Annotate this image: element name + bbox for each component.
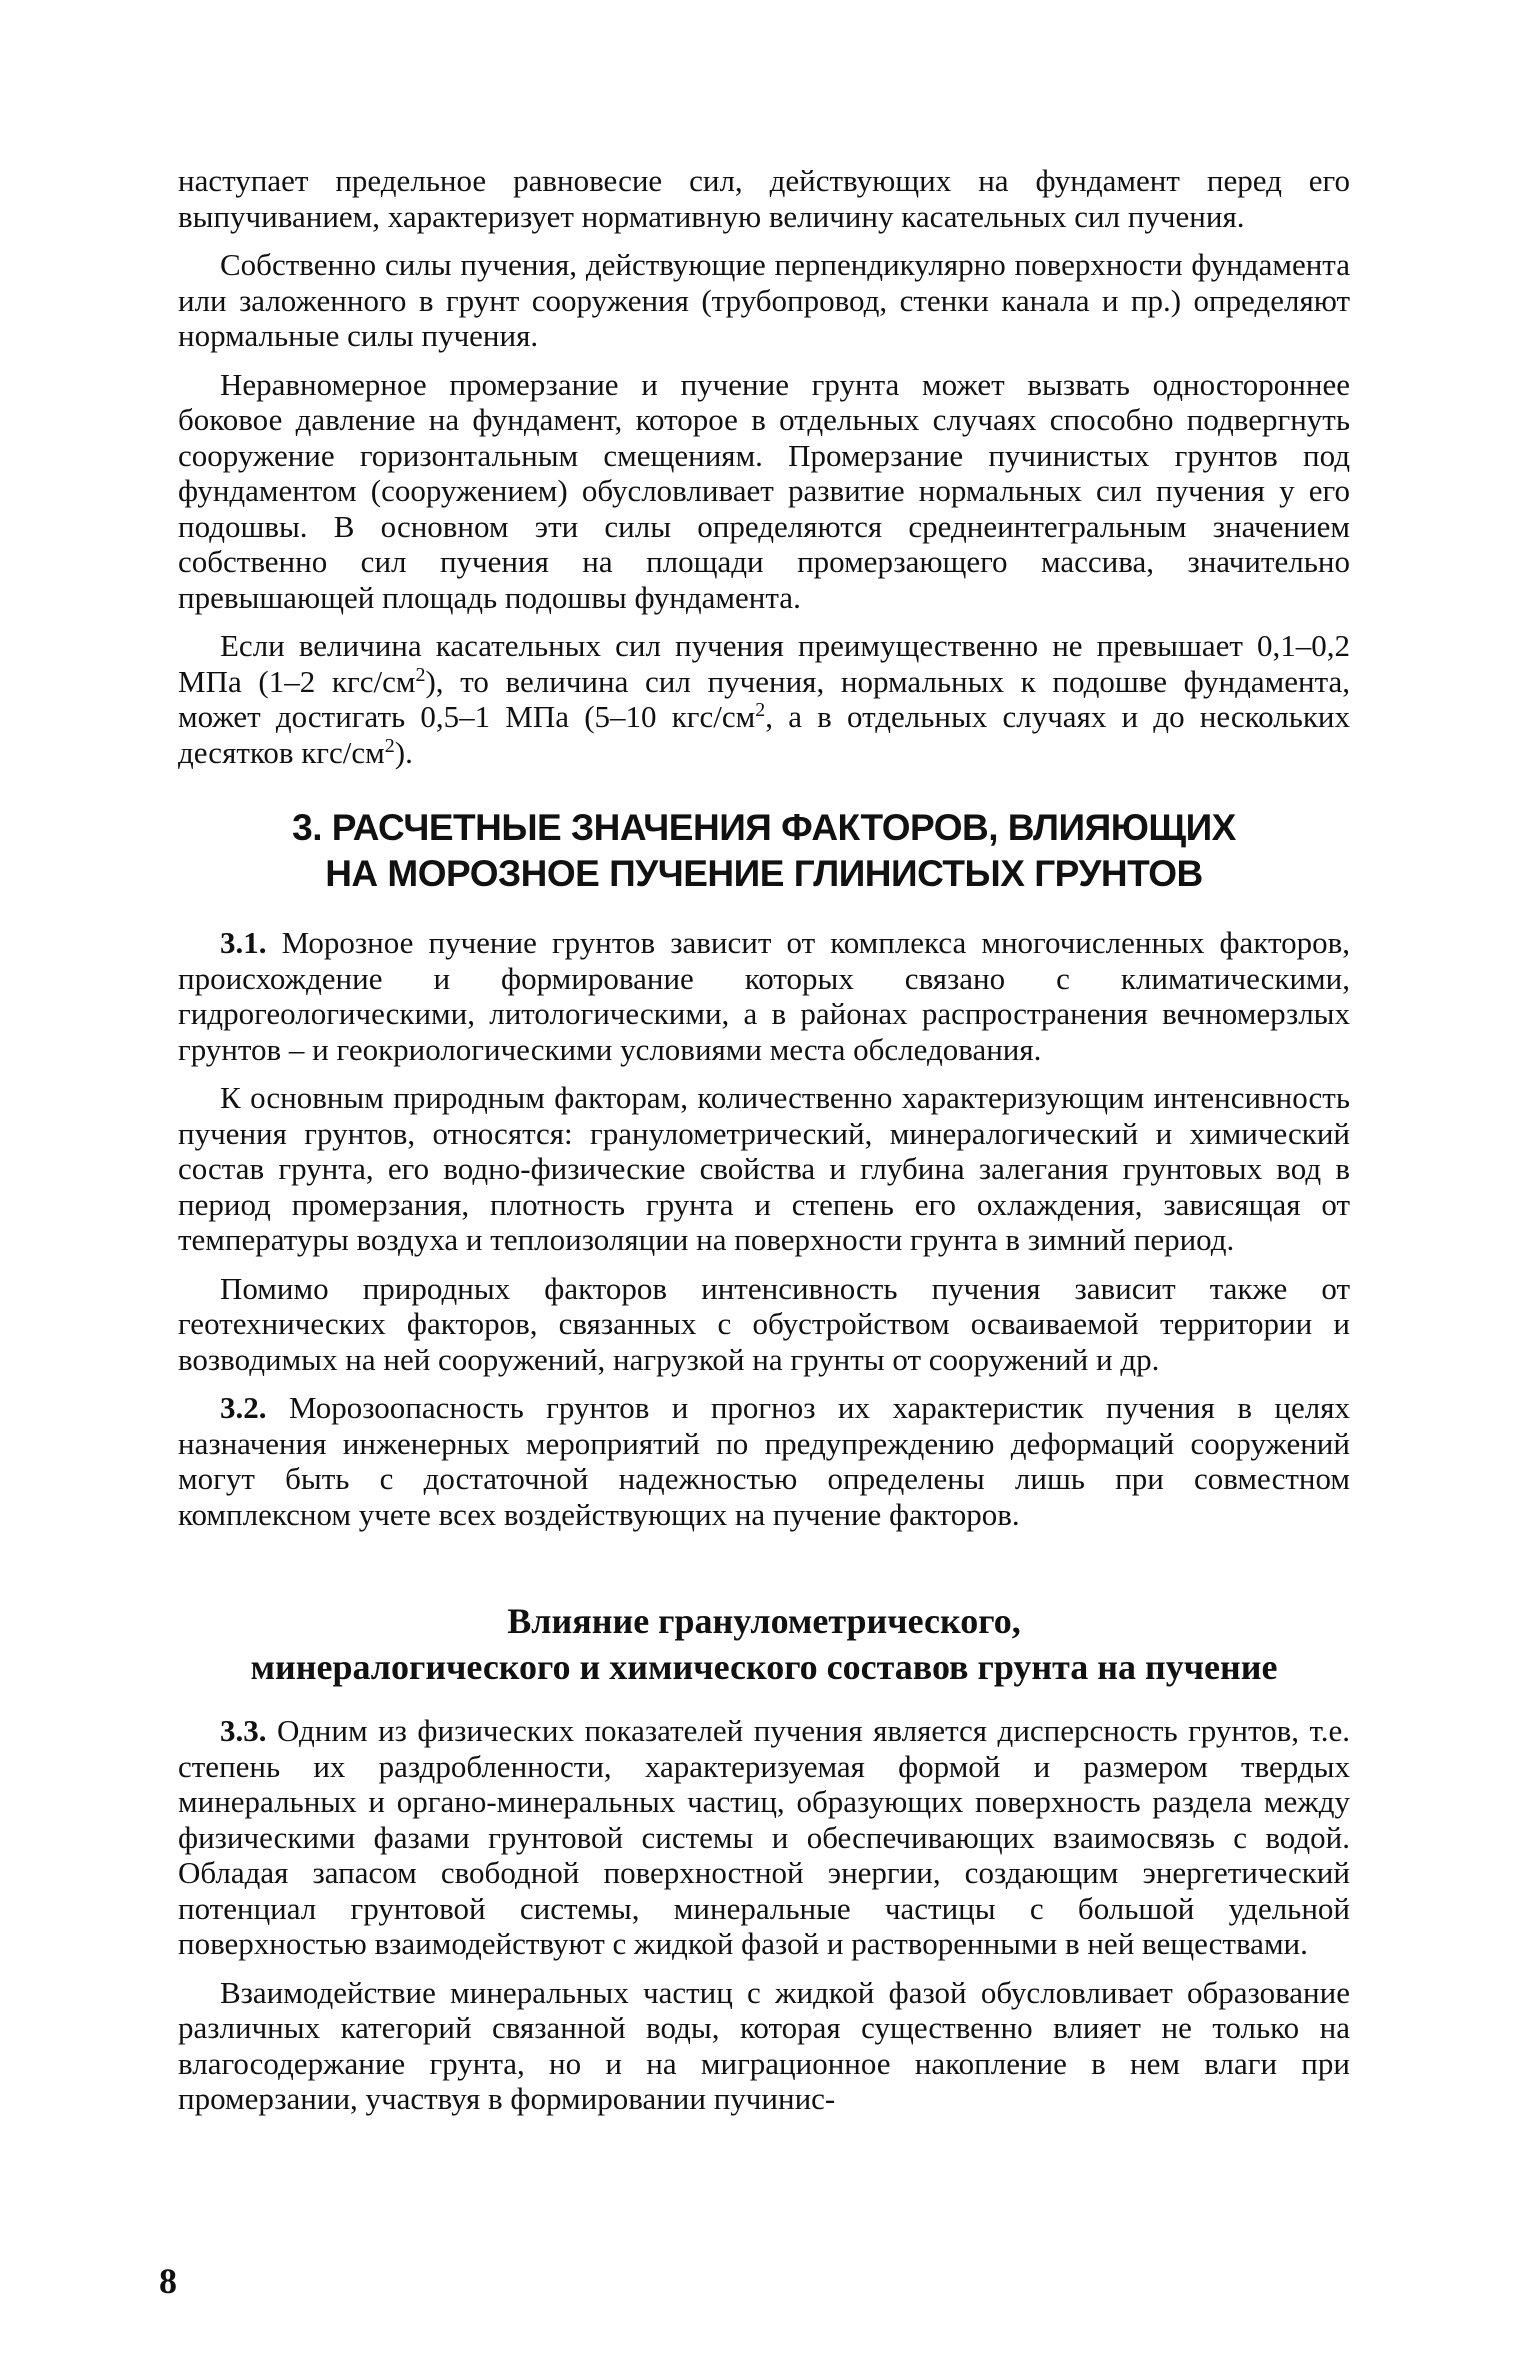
paragraph-force-values <box>178 628 1350 770</box>
force-values-text-3: , а в отдельных случаях и до нескольких десятков кгс/см <box>178 699 1350 770</box>
section-text-block <box>178 925 1350 1532</box>
paragraph-number: 3.1. <box>220 925 267 960</box>
force-values-text-4: ). <box>394 734 413 770</box>
paragraph-continuation: наступает предельное равновесие сил, действующих на фундамент перед его выпучиванием, характеризует нормативную величину касательных сил пучения. <box>178 163 1350 234</box>
paragraph-text: Одним из физических показателей пучения является дисперсность грунтов, т.е. степень их раздробленности, характеризуемая формой и размером твердых минеральных и органо-минеральных частиц, образующих поверхность раздела между физическими фазами грунтовой системы и обеспечивающих взаимосвязь с водой. Обладая запасом свободной поверхностной энергии, создающим энергетический потенциал грунтовой системы, минеральные частицы с большой удельной поверхностью взаимодействуют с жидкой фазой и растворенными в ней веществами. <box>178 1713 1350 1961</box>
page-number: 8 <box>159 2261 177 2301</box>
subsection-heading-line-2: минералогического и химического составов грунта на пучение <box>250 1647 1278 1687</box>
paragraph-3-1 <box>178 925 1350 1067</box>
subsection-heading <box>178 1598 1350 1690</box>
paragraph-text: Морозоопасность грунтов и прогноз их характеристик пучения в целях назначения инженерных мероприятий по предупреждению деформаций сооружений могут быть с достаточной надежностью определены лишь при совместном комплексном учете всех воздействующих на пучение факторов. <box>178 1390 1350 1532</box>
section-heading-line-2: НА МОРОЗНОЕ ПУЧЕНИЕ ГЛИНИСТЫХ ГРУНТОВ <box>325 853 1203 894</box>
force-values-text-1: Если величина касательных сил пучения преимущественно не превышает 0,1–0,2 МПа (1–2 кгс/см <box>178 628 1350 699</box>
paragraph-3-2 <box>178 1390 1350 1532</box>
superscript-1: 2 <box>415 663 426 686</box>
paragraph-3-3 <box>178 1713 1350 1962</box>
paragraph-text: Морозное пучение грунтов зависит от комплекса многочисленных факторов, происхождение и формирование которых связано с климатическими, гидрогеологическими, литологическими, а в районах распространения вечномерзлых грунтов – и геокриологическими условиями места обследования. <box>178 925 1350 1067</box>
section-heading-line-1: 3. РАСЧЕТНЫЕ ЗНАЧЕНИЯ ФАКТОРОВ, ВЛИЯЮЩИХ <box>292 807 1236 848</box>
paragraph-number: 3.2. <box>220 1390 267 1425</box>
paragraph-geotechnical-factors: Помимо природных факторов интенсивность пучения зависит также от геотехнических факторов, связанных с обустройством осваиваемой территории и возводимых на ней сооружений, нагрузкой на грунты от сооружений и др. <box>178 1270 1350 1377</box>
paragraph-natural-factors: К основным природным факторам, количественно характеризующим интенсивность пучения грунтов, относятся: гранулометрический, минералогический и химический состав грунта, его водно-физические свойства и глубина залегания грунтовых вод в период промерзания, плотность грунта и степень его охлаждения, зависящая от температуры воздуха и теплоизоляции на поверхности грунта в зимний период. <box>178 1080 1350 1257</box>
paragraph-uneven-freezing: Неравномерное промерзание и пучение грунта может вызвать одностороннее боковое давление на фундамент, которое в отдельных случаях способно подвергнуть сооружение горизонтальным смещениям. Промерзание пучинистых грунтов под фундаментом (сооружением) обусловливает развитие нормальных сил пучения у его подошвы. В основном эти силы определяются среднеинтегральным значением собственно сил пучения на площади промерзающего массива, значительно превышающей площадь подошвы фундамента. <box>178 366 1350 615</box>
subsection-text-block <box>178 1713 1350 2117</box>
superscript-2: 2 <box>755 699 766 721</box>
paragraph-bound-water: Взаимодействие минеральных частиц с жидкой фазой обусловливает образование различных категорий связанной воды, которая существенно влияет не только на влагосодержание грунта, но и на миграционное накопление в нем влаги при промерзании, участвуя в формировании пучинис- <box>178 1974 1350 2116</box>
superscript-3: 2 <box>384 734 395 757</box>
paragraph-normal-forces: Собственно силы пучения, действующие перпендикулярно поверхности фундамента или заложенного в грунт сооружения (трубопровод, стенки канала и пр.) определяют нормальные силы пучения. <box>178 247 1350 353</box>
intro-text-block <box>178 163 1350 770</box>
force-values-text-2: ), то величина сил пучения, нормальных к подошве фундамента, может достигать 0,5–1 МПа (5–10 кгс/см <box>178 663 1351 734</box>
section-heading <box>178 805 1350 897</box>
paragraph-number: 3.3. <box>220 1713 267 1748</box>
subsection-heading-line-1: Влияние гранулометрического, <box>507 1601 1021 1641</box>
